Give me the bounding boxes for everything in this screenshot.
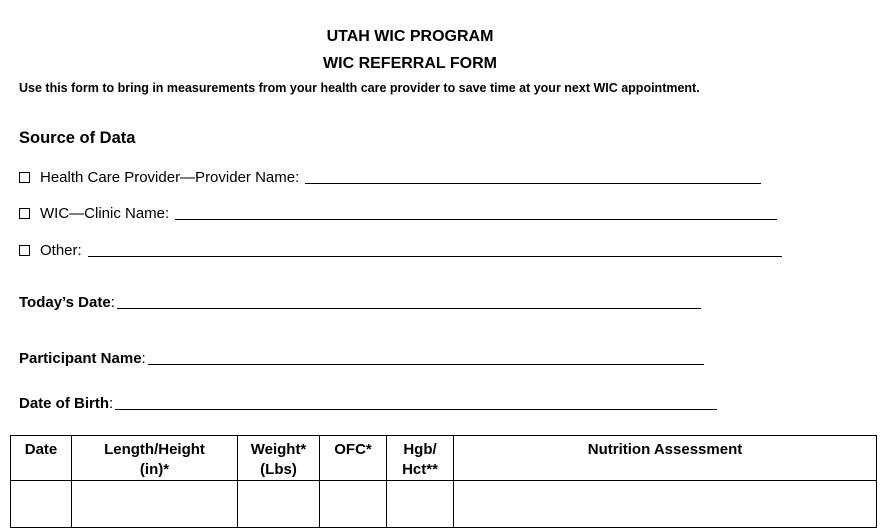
source-option-other	[19, 238, 782, 260]
weight-cell-input[interactable]	[238, 481, 319, 527]
page-title-line-2: WIC REFERRAL FORM	[323, 55, 497, 72]
clinic-name-line	[175, 201, 777, 220]
header-date-line1: Date	[24, 441, 58, 458]
date-of-birth-input[interactable]	[115, 391, 717, 409]
header-weight	[238, 436, 320, 481]
header-nutrition-assessment-line1: Nutrition Assessment	[587, 441, 743, 458]
provider-name-input[interactable]	[305, 165, 761, 183]
label-participant-name-colon: :	[141, 350, 146, 367]
label-wic-clinic: WIC—Clinic Name:	[40, 205, 170, 222]
header-date	[11, 436, 72, 481]
source-option-wic	[19, 201, 777, 223]
field-participant-name	[19, 346, 704, 368]
label-date-of-birth: Date of Birth	[19, 395, 109, 412]
header-ofc	[320, 436, 387, 481]
todays-date-input[interactable]	[117, 290, 701, 308]
header-hgb-hct-line1: Hgb/	[403, 441, 437, 458]
header-length-height-line1: Length/Height	[104, 441, 205, 458]
cell-date[interactable]	[11, 481, 72, 528]
other-line	[88, 238, 782, 257]
length-height-cell-input[interactable]	[72, 481, 237, 527]
cell-hgb-hct[interactable]	[387, 481, 454, 528]
label-other: Other:	[40, 242, 82, 259]
field-date-of-birth	[19, 391, 717, 413]
field-todays-date	[19, 290, 701, 312]
header-hgb-hct	[387, 436, 454, 481]
checkbox-health-care-provider[interactable]	[19, 172, 30, 183]
intro-text: Use this form to bring in measurements from your health care provider to save time at your next WIC appointment.	[19, 81, 700, 95]
label-participant-name: Participant Name	[19, 350, 142, 367]
table-row	[11, 481, 877, 528]
participant-name-line	[148, 346, 704, 365]
cell-nutrition-assessment[interactable]	[454, 481, 877, 528]
header-weight-line1: Weight*	[250, 441, 307, 458]
header-weight-line2: (Lbs)	[260, 461, 297, 478]
nutrition-assessment-cell-input[interactable]	[454, 481, 876, 527]
label-date-of-birth-colon: :	[109, 395, 114, 412]
cell-weight[interactable]	[238, 481, 320, 528]
source-option-health-care-provider	[19, 165, 761, 187]
participant-name-input[interactable]	[148, 346, 704, 364]
checkbox-wic[interactable]	[19, 208, 30, 219]
date-cell-input[interactable]	[11, 481, 71, 527]
label-health-care-provider: Health Care Provider—Provider Name:	[40, 169, 300, 186]
provider-name-line	[305, 165, 761, 184]
measurements-table	[10, 435, 877, 528]
ofc-cell-input[interactable]	[320, 481, 386, 527]
cell-length-height[interactable]	[72, 481, 238, 528]
todays-date-line	[117, 290, 701, 309]
checkbox-other[interactable]	[19, 245, 30, 256]
section-heading-source-of-data: Source of Data	[19, 129, 136, 147]
header-length-height-line2: (in)*	[139, 461, 170, 478]
header-length-height	[72, 436, 238, 481]
label-todays-date: Today’s Date	[19, 294, 111, 311]
header-nutrition-assessment	[454, 436, 877, 481]
label-todays-date-colon: :	[110, 294, 115, 311]
clinic-name-input[interactable]	[175, 201, 777, 219]
table-header-row	[11, 436, 877, 481]
hgb-hct-cell-input[interactable]	[387, 481, 453, 527]
cell-ofc[interactable]	[320, 481, 387, 528]
other-input[interactable]	[88, 238, 782, 256]
header-hgb-hct-line2: Hct**	[402, 461, 438, 478]
page-title-line-1: UTAH WIC PROGRAM	[326, 28, 494, 45]
date-of-birth-line	[115, 391, 717, 410]
header-ofc-line1: OFC*	[334, 441, 372, 458]
